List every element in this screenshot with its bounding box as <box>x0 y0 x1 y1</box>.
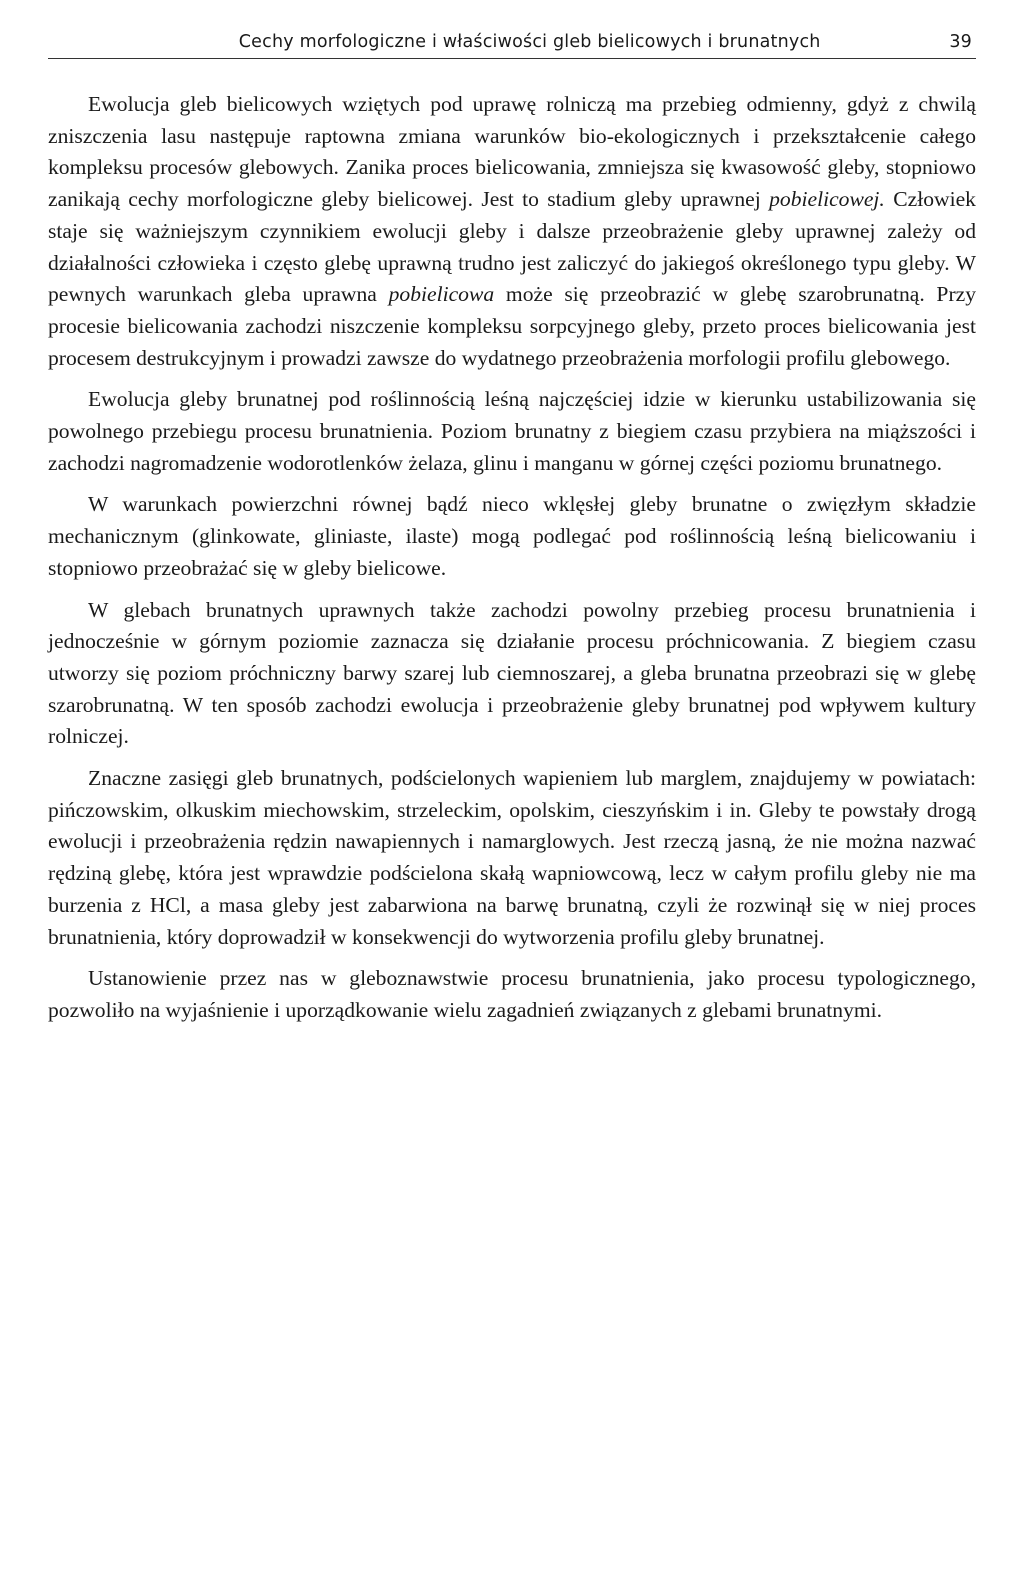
paragraph-1-term-b: pobielicowa <box>388 282 495 307</box>
book-page <box>48 24 976 1037</box>
running-head-title: Cechy morfologiczne i właściwości gleb bielicowych i brunatnych <box>238 32 821 52</box>
paragraph-3: W warunkach powierzchni równej bądź nieco wklęsłej gleby brunatne o zwięzłym składzie mechanicznym (glinkowate, gliniaste, ilaste) mogą podlegać pod roślinnością leśną bielicowaniu i stopniowo przeobrażać się w gleby bielicowe. <box>48 492 976 580</box>
paragraph-1-part-a: Ewolucja gleb bielicowych wziętych pod uprawę rolniczą ma przebieg odmienny, gdyż z chwilą zniszczenia lasu następuje raptowna zmiana warunków bio-ekologicznych i przekształcenie całego kompleksu procesów glebowych. Zanika proces bielicowania, zmniejsza się kwasowość gleby, stopniowo zanikają cechy morfologiczne gleby bielicowej. Jest to stadium gleby uprawnej <box>48 92 976 212</box>
paragraph-1-term-a: pobielicowej. <box>769 187 885 212</box>
paragraph-6: Ustanowienie przez nas w gleboznawstwie procesu brunatnienia, jako procesu typologicznego, pozwoliło na wyjaśnienie i uporządkowanie wielu zagadnień związanych z glebami brunatnymi. <box>48 966 976 1022</box>
page-number: 39 <box>949 32 972 52</box>
paragraph-1-part-b: Człowiek staje się ważniejszym czynnikiem ewolucji gleby i dalsze przeobrażenie gleby uprawnej zależy od działalności człowieka i często glebę uprawną trudno jest zaliczyć do jakiegoś określonego typu gleby. W pewnych warunkach gleba uprawna <box>48 187 976 307</box>
paragraph-1 <box>48 89 976 374</box>
paragraph-4: W glebach brunatnych uprawnych także zachodzi powolny przebieg procesu brunatnienia i jednocześnie w górnym poziomie zaznacza się działanie procesu próchnicowania. Z biegiem czasu utworzy się poziom próchniczny barwy szarej lub ciemnoszarej, a gleba brunatna przeobrazi się w glebę szarobrunatną. W ten sposób zachodzi ewolucja i przeobrażenie gleby brunatnej pod wpływem kultury rolniczej. <box>48 597 976 749</box>
paragraph-2: Ewolucja gleby brunatnej pod roślinnością leśną najczęściej idzie w kierunku ustabilizowania się powolnego przebiegu procesu brunatnienia. Poziom brunatny z biegiem czasu przybiera na miąższości i zachodzi nagromadzenie wodorotlenków żelaza, glinu i manganu w górnej części poziomu brunatnego. <box>48 387 976 475</box>
body-text <box>48 89 976 1027</box>
paragraph-1-part-c: może się przeobrazić w glebę szarobrunatną. Przy procesie bielicowania zachodzi niszczenie kompleksu sorpcyjnego gleby, przeto proces bielicowania jest procesem destrukcyjnym i prowadzi zawsze do wydatnego przeobrażenia morfologii profilu glebowego. <box>48 282 977 370</box>
running-head <box>48 24 976 59</box>
paragraph-5: Znaczne zasięgi gleb brunatnych, podścielonych wapieniem lub marglem, znajdujemy w powiatach: pińczowskim, olkuskim miechowskim, strzeleckim, opolskim, cieszyńskim i in. Gleby te powstały drogą ewolucji i przeobrażenia rędzin nawapiennych i namarglowych. Jest rzeczą jasną, że nie można nazwać rędziną glebę, która jest wprawdzie podścielona skałą wapniowcową, lecz w całym profilu gleby nie ma burzenia z HCl, a masa gleby jest zabarwiona na barwę brunatną, czyli że rozwinął się w niej proces brunatnienia, który doprowadził w konsekwencji do wytworzenia profilu gleby brunatnej. <box>48 766 976 949</box>
